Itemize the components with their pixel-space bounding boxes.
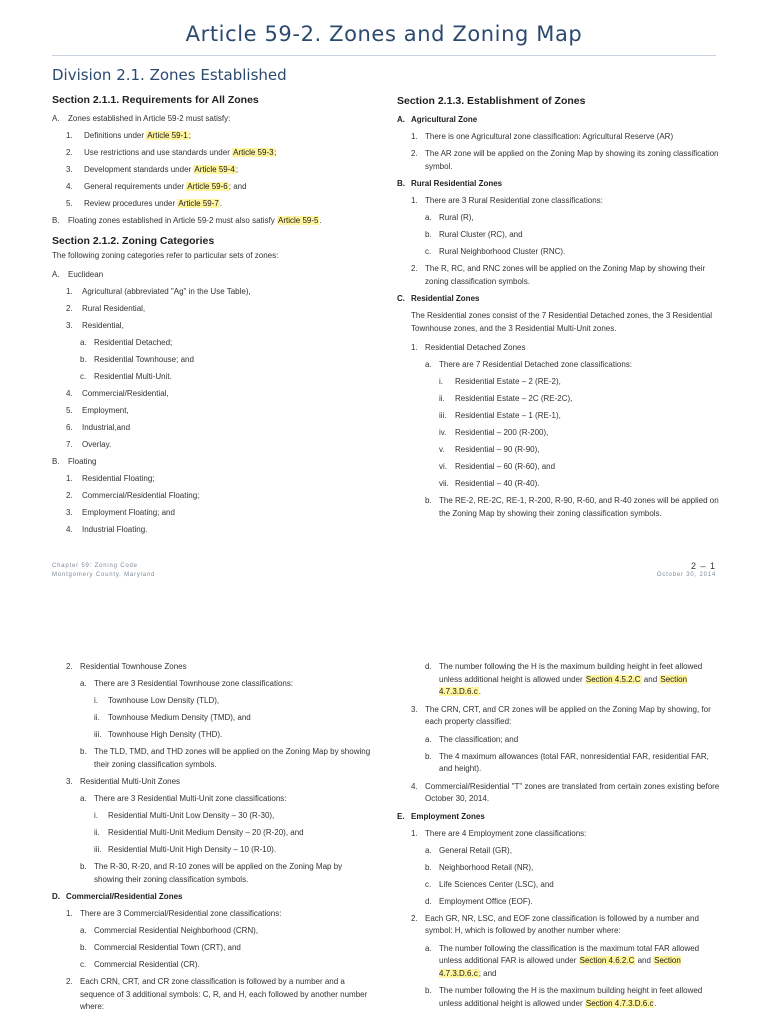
article-title: Article 59-2. Zones and Zoning Map (185, 22, 583, 46)
footer-date: October 30, 2014 (656, 572, 716, 578)
subsection-heading: C. Residential Zones (397, 294, 480, 303)
list-item: 1. Residential Floating; (66, 474, 155, 483)
list-item: a. There are 7 Residential Detached zone classifications: (425, 360, 632, 369)
list-item: 3. Employment Floating; and (66, 508, 175, 517)
section-2-1-3-heading: Section 2.1.3. Establishment of Zones (397, 95, 586, 107)
list-item: ii. Residential Multi-Unit Medium Density – 20 (R-20), and (94, 828, 304, 837)
list-item: 2. The R, RC, and RNC zones will be applied on the Zoning Map by showing their zoning classification symbols. (411, 264, 706, 286)
subsection-heading: E. Employment Zones (397, 811, 485, 821)
list-item: 3. Residential, (66, 321, 124, 330)
list-item: 4. Industrial Floating. (66, 525, 148, 534)
right-column (397, 93, 722, 522)
section-link[interactable]: Section 4.5.2.C (585, 674, 641, 684)
subsection-heading: B. Rural Residential Zones (397, 179, 503, 188)
list-item: 2. The AR zone will be applied on the Zoning Map by showing its zoning classification symbol. (411, 149, 719, 171)
list-item: d. The number following the H is the maximum building height in feet allowed unless additional height is allowed under Section 4.5.2.C and Section 4.7.3.D.6.c. (425, 662, 703, 696)
list-item: 6. Industrial,and (66, 423, 131, 432)
section-2-1-2-heading: Section 2.1.2. Zoning Categories (52, 235, 215, 247)
section-intro: The following zoning categories refer to particular sets of zones: (52, 251, 279, 260)
list-item: 1. Residential Detached Zones (411, 343, 526, 352)
list-item: iii. Townhouse High Density (THD). (94, 730, 223, 739)
list-item: B. Floating (52, 457, 97, 466)
page-footer-left: Chapter 59: Zoning Code Montgomery County, Maryland (52, 563, 156, 578)
list-item: a. There are 3 Residential Townhouse zone classifications: (80, 679, 294, 688)
left-column (52, 92, 372, 538)
list-item: 1. Definitions under Article 59-1; (66, 131, 191, 140)
list-item: a. General Retail (GR), (425, 845, 512, 855)
list-item: 4. General requirements under Article 59-6; and (66, 182, 247, 191)
list-item: b. The RE-2, RE-2C, RE-1, R-200, R-90, R-60, and R-40 zones will be applied on the Zoning Map by showing their zoning classification symbols. (425, 496, 719, 518)
article-link[interactable]: Article 59-6 (187, 182, 228, 191)
document-page-2 (0, 650, 768, 1024)
list-item: 2. Residential Townhouse Zones (66, 662, 187, 671)
article-link[interactable]: Article 59-3 (233, 148, 274, 157)
list-item: b. The number following the H is the maximum building height in feet allowed unless additional height is allowed under Section 4.7.3.D.6.c. (425, 986, 703, 1008)
subsection-heading: A. Agricultural Zone (397, 115, 478, 124)
list-item: 1. There are 3 Commercial/Residential zone classifications: (66, 909, 282, 918)
list-item: 1. There are 4 Employment zone classifications: (411, 828, 587, 838)
list-item: A. Euclidean (52, 270, 104, 279)
list-item: a. There are 3 Residential Multi-Unit zone classifications: (80, 794, 287, 803)
list-item: ii. Residential Estate – 2C (RE-2C), (439, 394, 573, 403)
list-item: 2. Rural Residential, (66, 304, 146, 313)
page-footer-right (657, 562, 716, 580)
list-item: c. Rural Neighborhood Cluster (RNC). (425, 247, 566, 256)
right-column (397, 658, 722, 1012)
list-item: i. Townhouse Low Density (TLD), (94, 696, 220, 705)
list-item: a. Rural (R), (425, 213, 474, 222)
list-item: A. Zones established in Article 59-2 must satisfy: (52, 114, 231, 123)
paragraph: The Residential zones consist of the 7 Residential Detached zones, the 3 Residential Townhouse zones, and the 3 Residential Multi-Unit zones. (411, 311, 713, 333)
list-item: a. Commercial Residential Neighborhood (CRN), (80, 926, 259, 935)
list-item: 3. Development standards under Article 59-4; (66, 165, 239, 174)
list-item: 4. Commercial/Residential "T" zones are translated from certain zones existing before October 30, 2014. (411, 781, 720, 803)
list-item: 2. Commercial/Residential Floating; (66, 491, 200, 500)
section-2-1-1-heading: Section 2.1.1. Requirements for All Zones (52, 94, 259, 106)
section-link[interactable]: Section 4.7.3.D.6.c (585, 998, 654, 1008)
list-item: i. Residential Estate – 2 (RE-2), (439, 377, 561, 386)
list-item: B. Floating zones established in Article 59-2 must also satisfy Article 59-5. (52, 216, 322, 225)
list-item: vi. Residential – 60 (R-60), and (439, 462, 556, 471)
section-link[interactable]: Section 4.6.2.C (579, 956, 635, 965)
list-item: b. Neighborhood Retail (NR), (425, 862, 534, 872)
article-link[interactable]: Article 59-7 (178, 199, 219, 208)
list-item: b. Rural Cluster (RC), and (425, 230, 523, 239)
article-link[interactable]: Article 59-4 (194, 165, 235, 174)
page-number: 2 – 1 (690, 561, 716, 571)
list-item: b. The TLD, TMD, and THD zones will be applied on the Zoning Map by showing their zoning classification symbols. (80, 747, 371, 769)
list-item: 5. Employment, (66, 406, 129, 415)
list-item: iii. Residential Estate – 1 (RE-1), (439, 411, 561, 420)
section-link[interactable]: Section 4.7.3.D.6.c (439, 674, 688, 696)
list-item: 4. Commercial/Residential, (66, 389, 169, 398)
list-item: a. The classification; and (425, 734, 519, 744)
list-item: c. Commercial Residential (CR). (80, 960, 200, 969)
list-item: c. Life Sciences Center (LSC), and (425, 879, 554, 889)
list-item: c. Residential Multi-Unit. (80, 372, 172, 381)
title-divider (52, 55, 716, 56)
list-item: 7. Overlay. (66, 440, 112, 449)
list-item: d. Employment Office (EOF). (425, 896, 533, 906)
section-link[interactable]: Section 4.7.3.D.6.c (439, 956, 681, 978)
list-item: 3. The CRN, CRT, and CR zones will be applied on the Zoning Map by showing, for each property classified: (411, 704, 711, 726)
list-item: 1. There are 3 Rural Residential zone classifications: (411, 196, 603, 205)
list-item: 5. Review procedures under Article 59-7. (66, 199, 223, 208)
list-item: b. The R-30, R-20, and R-10 zones will be applied on the Zoning Map by showing their zoning classification symbols. (80, 862, 343, 884)
list-item: b. Residential Townhouse; and (80, 355, 194, 364)
list-item: a. The number following the classification is the maximum total FAR allowed unless additional FAR is allowed under Section 4.6.2.C and Section 4.7.3.D.6.c; and (425, 943, 700, 978)
list-item: vii. Residential – 40 (R-40). (439, 479, 540, 488)
division-heading: Division 2.1. Zones Established (52, 66, 287, 84)
list-item: b. The 4 maximum allowances (total FAR, nonresidential FAR, residential FAR, and height). (425, 751, 709, 773)
list-item: 1. Agricultural (abbreviated "Ag" in the Use Table), (66, 287, 251, 296)
list-item: a. Residential Detached; (80, 338, 173, 347)
article-link[interactable]: Article 59-1 (147, 131, 188, 140)
subsection-heading: D. Commercial/Residential Zones (52, 892, 183, 901)
list-item: 1. There is one Agricultural zone classification: Agricultural Reserve (AR) (411, 132, 674, 141)
list-item: v. Residential – 90 (R-90), (439, 445, 540, 454)
list-item: b. Commercial Residential Town (CRT), and (80, 943, 241, 952)
list-item: i. Residential Multi-Unit Low Density – 30 (R-30), (94, 811, 275, 820)
list-item: 2. Each GR, NR, LSC, and EOF zone classification is followed by a number and symbol: H, which is followed by another number where: (411, 913, 699, 935)
list-item: iv. Residential – 200 (R-200), (439, 428, 549, 437)
article-link[interactable]: Article 59-5 (278, 216, 319, 225)
list-item: 3. Residential Multi-Unit Zones (66, 777, 181, 786)
list-item: iii. Residential Multi-Unit High Density – 10 (R-10). (94, 845, 277, 854)
left-column (52, 658, 372, 1016)
list-item: ii. Townhouse Medium Density (TMD), and (94, 713, 251, 722)
page-gap (0, 590, 768, 650)
list-item: 2. Use restrictions and use standards under Article 59-3; (66, 148, 277, 157)
list-item: 2. Each CRN, CRT, and CR zone classification is followed by a number and a sequence of 3 additional symbols: C, R, and H, each followed by another number where: (66, 977, 368, 1011)
